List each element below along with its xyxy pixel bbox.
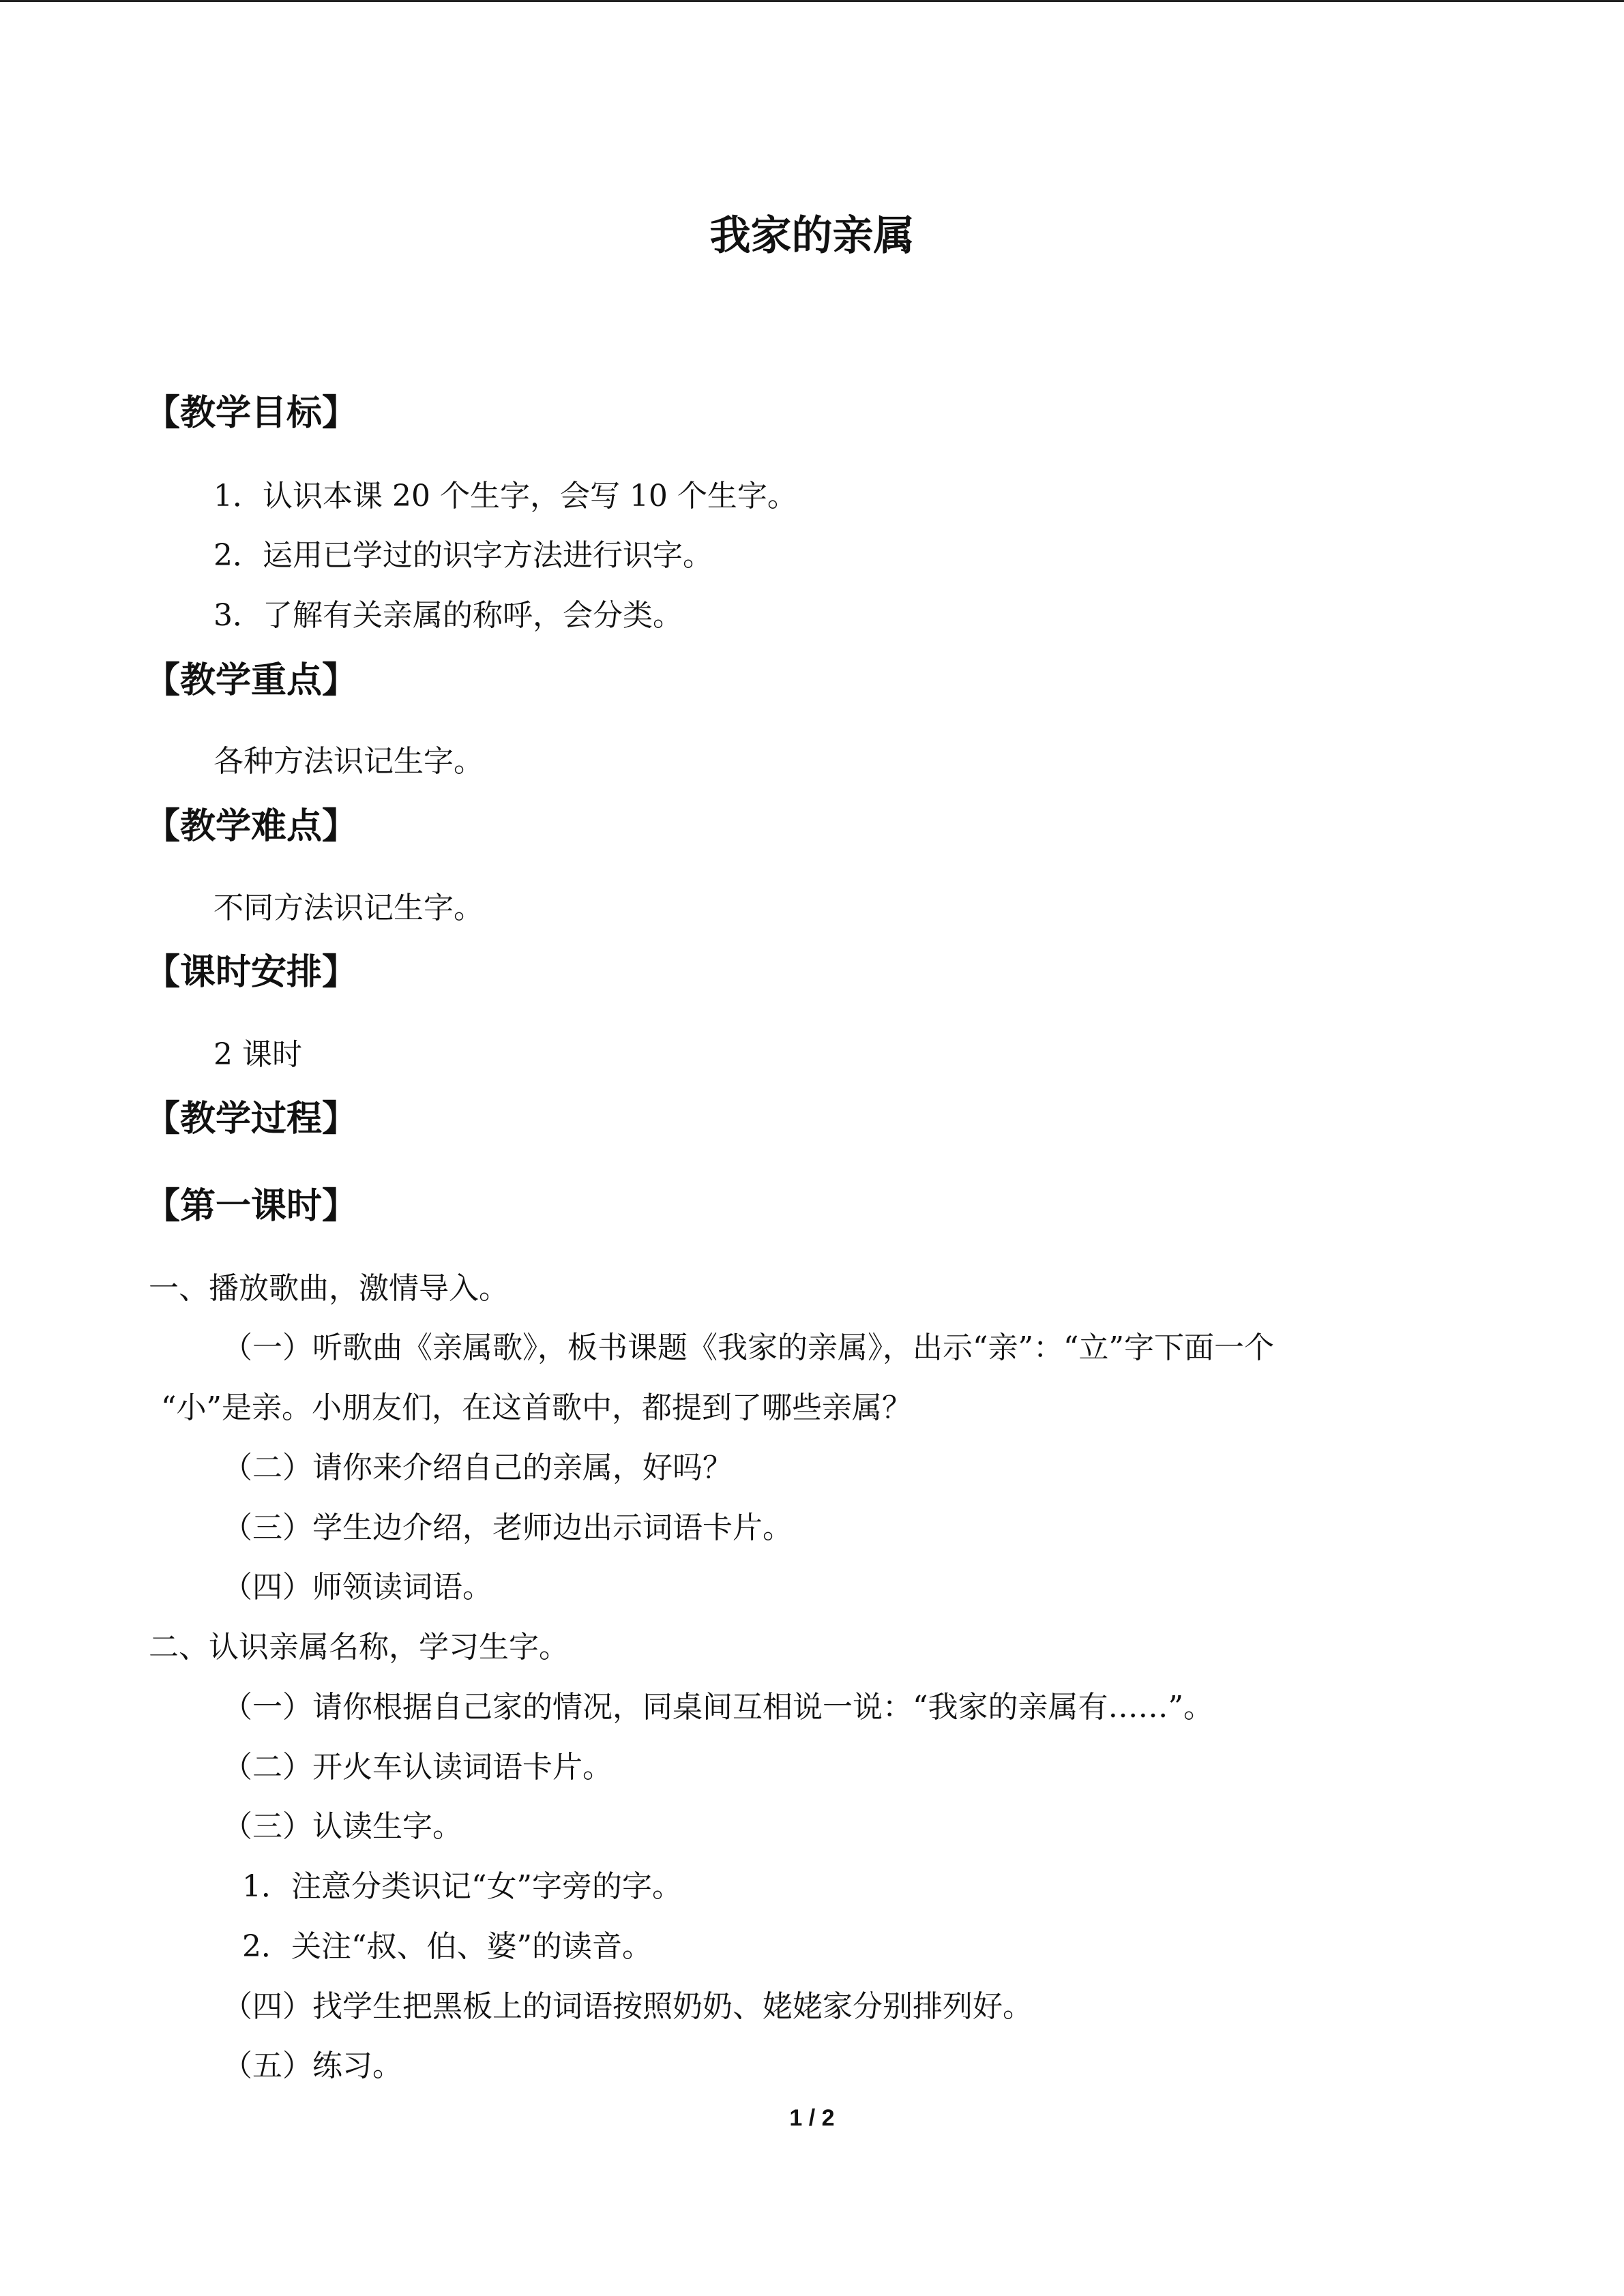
part1-item3: （三）学生边介绍，老师边出示词语卡片。 bbox=[222, 1510, 793, 1545]
top-border-line bbox=[0, 0, 1624, 2]
heading-lesson-1: 【第一课时】 bbox=[145, 1186, 358, 1227]
part2-sub2: 2．关注“叔、伯、婆”的读音。 bbox=[242, 1929, 652, 1964]
focus-text: 各种方法识记生字。 bbox=[213, 744, 484, 779]
heading-schedule: 【课时安排】 bbox=[145, 952, 358, 993]
part2-item5: （五）练习。 bbox=[222, 2048, 402, 2083]
page-number: 1 / 2 bbox=[789, 2105, 835, 2131]
heading-process: 【教学过程】 bbox=[145, 1099, 358, 1139]
part1-item4: （四）师领读词语。 bbox=[222, 1570, 492, 1605]
part2-item4: （四）找学生把黑板上的词语按照奶奶、姥姥家分别排列好。 bbox=[222, 1989, 1033, 2024]
heading-focus: 【教学重点】 bbox=[145, 660, 358, 701]
part1-item1-line1: （一）听歌曲《亲属歌》，板书课题《我家的亲属》，出示“亲”：“立”字下面一个 bbox=[222, 1330, 1274, 1365]
part1-item1-line2: “小”是亲。小朋友们，在这首歌中，都提到了哪些亲属？ bbox=[161, 1390, 912, 1425]
objective-item-1: 1．认识本课 20 个生字，会写 10 个生字。 bbox=[213, 479, 797, 513]
part2-title: 二、认识亲属名称，学习生字。 bbox=[149, 1630, 569, 1665]
part1-title: 一、播放歌曲，激情导入。 bbox=[149, 1271, 509, 1306]
objective-item-3: 3．了解有关亲属的称呼，会分类。 bbox=[213, 598, 683, 633]
heading-objectives: 【教学目标】 bbox=[145, 393, 358, 434]
schedule-text: 2 课时 bbox=[213, 1037, 302, 1072]
page-title: 我家的亲属 bbox=[709, 212, 915, 260]
part2-item1: （一）请你根据自己家的情况，同桌间互相说一说：“我家的亲属有……”。 bbox=[222, 1690, 1213, 1725]
part2-item2: （二）开火车认读词语卡片。 bbox=[222, 1750, 612, 1785]
part2-item3: （三）认读生字。 bbox=[222, 1809, 462, 1844]
part1-item2: （二）请你来介绍自己的亲属，好吗？ bbox=[222, 1450, 733, 1485]
objective-item-2: 2．运用已学过的识字方法进行识字。 bbox=[213, 538, 713, 573]
heading-difficulty: 【教学难点】 bbox=[145, 806, 358, 847]
part2-sub1: 1．注意分类识记“女”字旁的字。 bbox=[242, 1869, 682, 1904]
difficulty-text: 不同方法识记生字。 bbox=[213, 891, 484, 925]
